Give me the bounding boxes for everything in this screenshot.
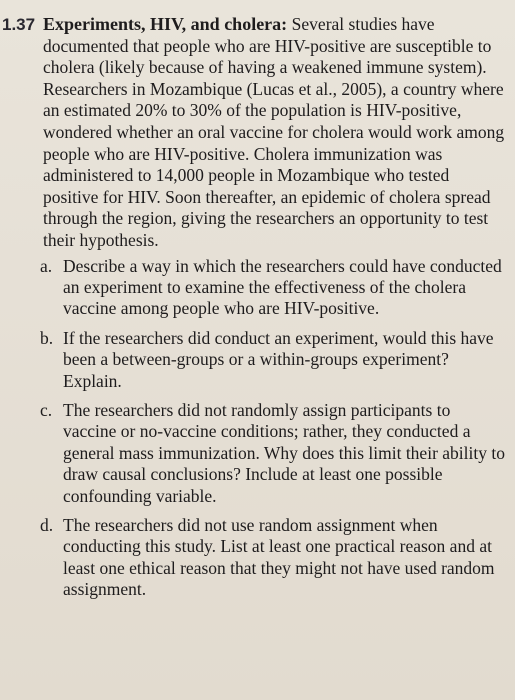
problem-title: Experiments, HIV, and cholera: — [43, 14, 292, 34]
part-b — [0, 328, 505, 392]
problem-parts — [0, 256, 505, 601]
problem-number: 1.37 — [2, 15, 36, 34]
part-letter: b. — [40, 327, 54, 348]
part-text: The researchers did not use random assignment when conducting this study. List at least one practical reason and at least one ethical reason that they might not have used random assignment. — [63, 515, 495, 600]
exercise-problem — [0, 14, 505, 609]
part-c — [0, 400, 505, 507]
problem-stem — [0, 14, 505, 252]
part-letter: a. — [40, 255, 53, 276]
part-text: The researchers did not randomly assign participants to vaccine or no-vaccine conditions; rather, they conducted a general mass immunization. Why does this limit their ability to draw causal conclusions? Include at least one possible confounding variable. — [63, 399, 505, 506]
part-letter: d. — [40, 515, 54, 535]
problem-text: Several studies have documented that people who are HIV-positive are susceptible to cholera (likely because of having a weakened immune system). Researchers in Mozambique (Lucas et al., 2005), a country where an estimated 20% to 30% of the population is HIV-positive, wondered whether an oral vaccine for cholera would work among people who are HIV-positive. Cholera immunization was administered to 14,000 people in Mozambique who tested positive for HIV. Soon thereafter, an epidemic of cholera spread through the region, giving the researchers an opportunity to test their hypothesis. — [43, 14, 505, 250]
part-d — [0, 515, 505, 601]
part-letter: c. — [40, 399, 53, 420]
part-text: If the researchers did conduct an experiment, would this have been a between-groups or a within-groups experiment? Explain. — [63, 327, 494, 391]
part-text: Describe a way in which the researchers could have conducted an experiment to examine the effectiveness of the cholera vaccine among people who are HIV-positive. — [63, 255, 502, 319]
part-a — [0, 256, 505, 320]
